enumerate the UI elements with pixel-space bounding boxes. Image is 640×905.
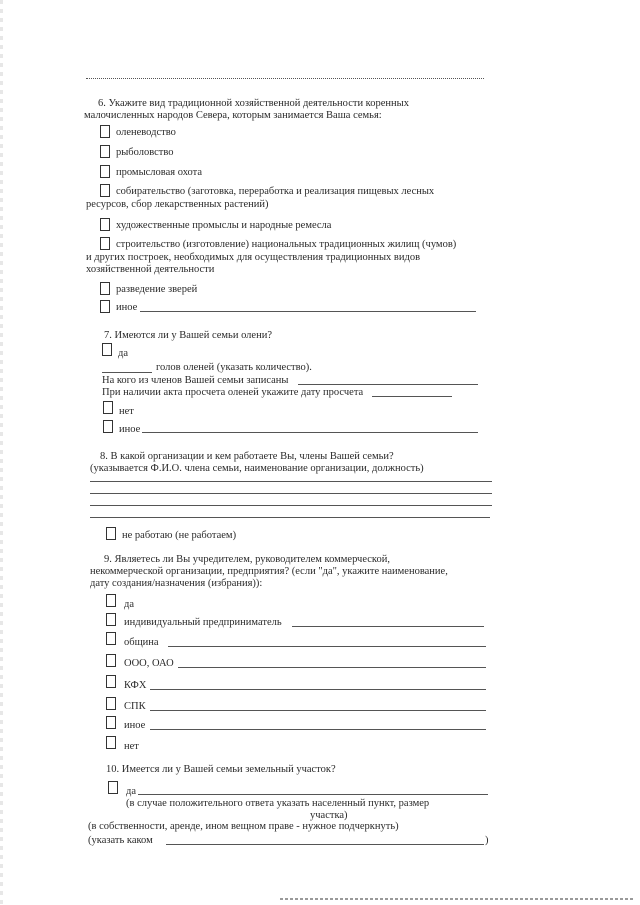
q9-checkbox-entrepreneur[interactable]: [106, 613, 116, 626]
q7-checkbox-yes[interactable]: [102, 343, 112, 356]
q10-yes-input-line[interactable]: [138, 794, 488, 795]
q9-checkbox-spk[interactable]: [106, 697, 116, 710]
q9-option-label: нет: [124, 741, 139, 752]
q10-note-line2: участка): [310, 810, 348, 821]
q7-no-label: нет: [119, 406, 134, 417]
q9-question-line3: дату создания/назначения (избрания)):: [90, 578, 263, 589]
q9-spk-input-line[interactable]: [150, 710, 486, 711]
q9-option-label: иное: [124, 720, 146, 731]
top-answer-line: [86, 78, 484, 79]
scan-edge-bottom: [280, 898, 635, 900]
q9-entrepreneur-input-line[interactable]: [292, 626, 484, 627]
q10-specify-label: (указать каком: [88, 835, 153, 846]
q9-option-label: СПК: [124, 701, 146, 712]
q10-question: 10. Имеется ли у Вашей семьи земельный участок?: [106, 764, 336, 775]
q8-answer-line[interactable]: [90, 505, 492, 506]
q6-checkbox-gathering[interactable]: [100, 184, 110, 197]
q7-yes-label: да: [118, 348, 129, 359]
q6-checkbox-other[interactable]: [100, 300, 110, 313]
q6-option-continuation: хозяйственной деятельности: [86, 264, 215, 275]
q6-option-continuation: ресурсов, сбор лекарственных растений): [86, 199, 269, 210]
q9-question-line1: 9. Являетесь ли Вы учредителем, руководителем коммерческой,: [104, 554, 390, 565]
q8-hint: (указывается Ф.И.О. члена семьи, наименование организации, должность): [90, 463, 424, 474]
q7-heads-input-line[interactable]: [102, 372, 152, 373]
q9-community-input-line[interactable]: [168, 646, 486, 647]
q7-checkbox-no[interactable]: [103, 401, 113, 414]
q9-llc-input-line[interactable]: [178, 667, 486, 668]
scan-edge-left: [0, 0, 3, 905]
q9-option-label: индивидуальный предприниматель: [124, 617, 282, 628]
q8-checkbox-not-working[interactable]: [106, 527, 116, 540]
q10-rights-note: (в собственности, аренде, ином вещном праве - нужное подчеркнуть): [88, 821, 399, 832]
q7-act-date-input-line[interactable]: [372, 396, 452, 397]
q7-other-input-line[interactable]: [142, 432, 478, 433]
q6-other-input-line[interactable]: [140, 311, 476, 312]
q6-option-continuation: и других построек, необходимых для осуществления традиционных видов: [86, 252, 421, 263]
q6-checkbox-construction[interactable]: [100, 237, 110, 250]
q6-checkbox-breeding[interactable]: [100, 282, 110, 295]
q6-question-line1: 6. Укажите вид традиционной хозяйственной деятельности коренных: [98, 98, 409, 109]
q10-checkbox-yes[interactable]: [108, 781, 118, 794]
q10-close-paren: ): [485, 835, 489, 846]
q9-checkbox-no[interactable]: [106, 736, 116, 749]
q9-checkbox-other[interactable]: [106, 716, 116, 729]
q7-registered-input-line[interactable]: [298, 384, 478, 385]
q7-registered-label: На кого из членов Вашей семьи записаны: [102, 375, 289, 386]
q6-checkbox-hunting[interactable]: [100, 165, 110, 178]
q8-answer-line[interactable]: [90, 481, 492, 482]
q9-option-label: община: [124, 637, 159, 648]
q6-option-label: собирательство (заготовка, переработка и реализация пищевых лесных: [116, 186, 435, 197]
q6-option-label: иное: [116, 302, 138, 313]
q8-not-working-label: не работаю (не работаем): [122, 530, 237, 541]
q6-option-label: строительство (изготовление) национальных традиционных жилищ (чумов): [116, 239, 457, 250]
q9-checkbox-yes[interactable]: [106, 594, 116, 607]
q9-checkbox-llc[interactable]: [106, 654, 116, 667]
q6-option-label: рыболовство: [116, 147, 174, 158]
q9-other-input-line[interactable]: [150, 729, 486, 730]
q7-heads-label: голов оленей (указать количество).: [156, 362, 312, 373]
q9-option-label: да: [124, 599, 135, 610]
q10-yes-label: да: [126, 786, 137, 797]
q7-other-label: иное: [119, 424, 141, 435]
q7-act-label: При наличии акта просчета оленей укажите дату просчета: [102, 387, 364, 398]
q8-answer-line[interactable]: [90, 517, 490, 518]
q9-option-label: КФХ: [124, 680, 147, 691]
q6-option-label: промысловая охота: [116, 167, 203, 178]
q9-kfh-input-line[interactable]: [150, 689, 486, 690]
q6-question-line2: малочисленных народов Севера, которым занимается Ваша семья:: [84, 110, 382, 121]
q7-checkbox-other[interactable]: [103, 420, 113, 433]
q9-option-label: ООО, ОАО: [124, 658, 174, 669]
q10-specify-input-line[interactable]: [166, 844, 484, 845]
q6-option-label: художественные промыслы и народные ремесла: [116, 220, 332, 231]
q6-option-label: оленеводство: [116, 127, 176, 138]
q6-checkbox-crafts[interactable]: [100, 218, 110, 231]
q9-checkbox-kfh[interactable]: [106, 675, 116, 688]
q9-question-line2: некоммерческой организации, предприятия? (если "да", укажите наименование,: [90, 566, 448, 577]
q6-option-label: разведение зверей: [116, 284, 198, 295]
q6-checkbox-fishing[interactable]: [100, 145, 110, 158]
q8-question: 8. В какой организации и кем работаете Вы, члены Вашей семьи?: [100, 451, 394, 462]
q10-note-line1: (в случае положительного ответа указать населенный пункт, размер: [126, 798, 430, 809]
q8-answer-line[interactable]: [90, 493, 492, 494]
q6-checkbox-reindeer[interactable]: [100, 125, 110, 138]
q9-checkbox-community[interactable]: [106, 632, 116, 645]
q7-question: 7. Имеются ли у Вашей семьи олени?: [104, 330, 272, 341]
